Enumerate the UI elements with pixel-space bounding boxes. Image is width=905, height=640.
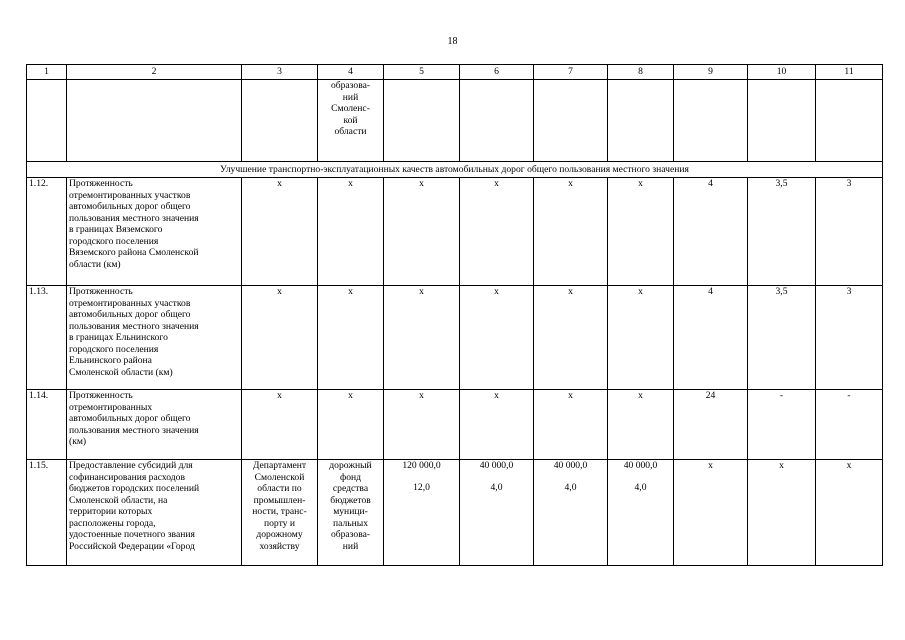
row-number: 1.12.	[27, 178, 67, 286]
col-header-6: 6	[460, 65, 534, 80]
cell-col3: x	[242, 390, 318, 460]
cell-col10: -	[748, 390, 816, 460]
cell-col4: дорожный фонд средства бюджетов муници- пальных образова- ний	[318, 460, 384, 566]
col-header-7: 7	[534, 65, 608, 80]
row-number: 1.15.	[27, 460, 67, 566]
row-number: 1.14.	[27, 390, 67, 460]
cell-col8: 40 000,0 4,0	[608, 460, 674, 566]
col-header-8: 8	[608, 65, 674, 80]
cell-col10: 3,5	[748, 286, 816, 390]
cell-col6: x	[460, 390, 534, 460]
cell-col3: x	[242, 178, 318, 286]
section-heading-row	[27, 162, 883, 178]
cell-col7: 40 000,0 4,0	[534, 460, 608, 566]
row-description: Протяженность отремонтированных участков автомобильных дорог общего пользования местного значения в границах Ельнинского городского поселения Ельнинского района Смоленской области (км)	[67, 286, 242, 390]
row-description: Предоставление субсидий для софинансирования расходов бюджетов городских поселений Смоленской области, на территории которых расположены города, удостоенные почетного звания Российской Федерации «Город	[67, 460, 242, 566]
cell-col7: x	[534, 178, 608, 286]
continuation-row	[27, 80, 883, 162]
cell-col8: x	[608, 390, 674, 460]
row-number: 1.13.	[27, 286, 67, 390]
cell-col9: 24	[674, 390, 748, 460]
table-row	[27, 460, 883, 566]
col-header-5: 5	[384, 65, 460, 80]
col-header-3: 3	[242, 65, 318, 80]
col-header-2: 2	[67, 65, 242, 80]
cell-col7: x	[534, 286, 608, 390]
cell-col9: 4	[674, 286, 748, 390]
cell-col4: x	[318, 390, 384, 460]
cell-col3: Департамент Смоленской области по промышлен- ности, транс- порту и дорожному хозяйству	[242, 460, 318, 566]
cell-col8: x	[608, 286, 674, 390]
cell-col4: x	[318, 286, 384, 390]
cell-col11: -	[816, 390, 883, 460]
cell-col11: 3	[816, 178, 883, 286]
cell-col6: 40 000,0 4,0	[460, 460, 534, 566]
cell-col9: 4	[674, 178, 748, 286]
col-header-4: 4	[318, 65, 384, 80]
col-header-9: 9	[674, 65, 748, 80]
cell-col5: x	[384, 390, 460, 460]
cell-col6: x	[460, 178, 534, 286]
table-row	[27, 178, 883, 286]
cell-col8: x	[608, 178, 674, 286]
cell-col9: x	[674, 460, 748, 566]
row-description: Протяженность отремонтированных автомобильных дорог общего пользования местного значения (км)	[67, 390, 242, 460]
col-header-10: 10	[748, 65, 816, 80]
continuation-col4: образова- ний Смоленс- кой области	[318, 80, 384, 162]
cell-col6: x	[460, 286, 534, 390]
cell-col5: x	[384, 178, 460, 286]
page-number: 18	[447, 36, 458, 47]
row-description: Протяженность отремонтированных участков автомобильных дорог общего пользования местного значения в границах Вяземского городского поселения Вяземского района Смоленской области (км)	[67, 178, 242, 286]
section-heading: Улучшение транспортно-эксплуатационных качеств автомобильных дорог общего пользования местного значения	[27, 162, 883, 178]
cell-col11: 3	[816, 286, 883, 390]
cell-col10: 3,5	[748, 178, 816, 286]
cell-col5: x	[384, 286, 460, 390]
program-table	[26, 64, 883, 566]
table-row	[27, 286, 883, 390]
cell-col10: x	[748, 460, 816, 566]
cell-col3: x	[242, 286, 318, 390]
table-row	[27, 390, 883, 460]
cell-col11: x	[816, 460, 883, 566]
col-header-11: 11	[816, 65, 883, 80]
cell-col4: x	[318, 178, 384, 286]
cell-col5: 120 000,0 12,0	[384, 460, 460, 566]
col-header-1: 1	[27, 65, 67, 80]
header-row	[27, 65, 883, 80]
cell-col7: x	[534, 390, 608, 460]
